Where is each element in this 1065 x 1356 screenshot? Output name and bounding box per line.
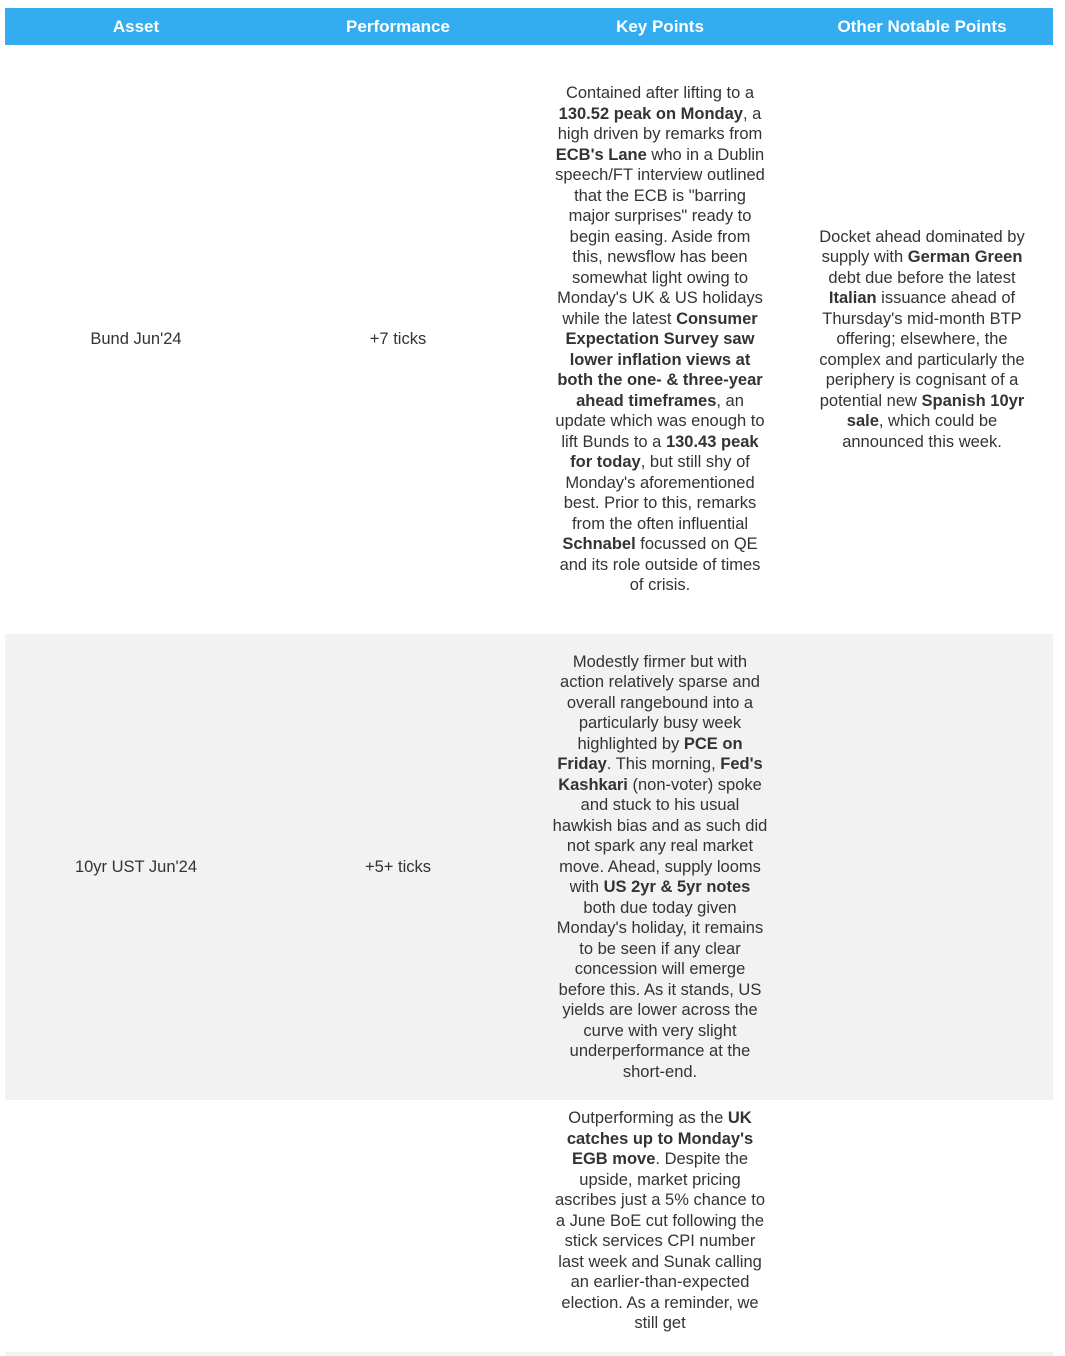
performance-cell: +5+ ticks (364, 857, 432, 876)
bold-phrase: 130.43 peak for today (570, 432, 759, 472)
key-points-cell (529, 634, 791, 1100)
other-points-cell (791, 45, 1053, 634)
table-row (5, 45, 1053, 634)
bold-phrase: US 2yr & 5yr notes (603, 878, 751, 897)
other-points-cell (791, 634, 1053, 1100)
text-run: Modestly firmer but with action relatively sparse and overall rangebound into a particularly busy week highlighted by (560, 652, 760, 753)
bold-phrase: UK catches up to Monday's EGB move (566, 1109, 754, 1168)
text-run: debt due before the latest (828, 268, 1016, 287)
asset-cell: Bund Jun'24 (90, 330, 182, 349)
table-row (5, 1100, 1053, 1353)
key-points-text (553, 652, 768, 1083)
text-run: Docket ahead dominated by supply with (819, 227, 1025, 267)
bold-phrase: PCE on Friday (557, 734, 743, 774)
other-points-cell (791, 1100, 1053, 1108)
asset-cell (5, 1100, 267, 1108)
header-other-points: Other Notable Points (837, 16, 1007, 36)
text-run: , which could be announced this week. (842, 412, 1002, 451)
text-run: focussed on QE and its role outside of times of crisis. (559, 535, 761, 595)
text-run: Contained after lifting to a (565, 84, 755, 103)
asset-cell: 10yr UST Jun'24 (74, 857, 198, 876)
bold-phrase: Fed's Kashkari (558, 755, 763, 794)
bold-phrase: Schnabel (562, 535, 636, 554)
header-performance: Performance (346, 16, 450, 36)
bold-phrase: 130.52 peak on Monday (558, 104, 743, 123)
performance-cell: +7 ticks (369, 330, 427, 349)
bold-phrase: Italian (828, 289, 877, 308)
header-asset: Asset (112, 16, 160, 36)
bold-phrase: ECB's Lane (555, 145, 647, 164)
bold-phrase: Spanish 10yr sale (846, 391, 1025, 431)
header-key-points: Key Points (616, 16, 704, 36)
table-header (5, 8, 1053, 45)
bold-phrase: German Green (907, 248, 1023, 267)
text-run: issuance ahead of Thursday's mid-month BTP offering; elsewhere, the complex and particularly the periphery is cognisant of a potential new (819, 289, 1025, 410)
key-points-cell (529, 1100, 791, 1334)
key-points-cell (529, 45, 791, 634)
next-row-edge (5, 1352, 1053, 1356)
text-run: , a high driven by remarks from (557, 104, 763, 144)
text-run: . This morning, (606, 755, 721, 774)
text-run: , an update which was enough to lift Bunds to a (555, 391, 765, 451)
text-run: (non-voter) spoke and stuck to his usual hawkish bias and as such did not spark any real market move. Ahead, supply looms with (552, 775, 768, 897)
text-run: Outperforming as the (568, 1109, 728, 1127)
bold-phrase: Consumer Expectation Survey saw lower inflation views at both the one- & three-year ahead timeframes (557, 309, 763, 410)
table-row (5, 634, 1053, 1100)
key-points-text (553, 83, 768, 596)
text-run: both due today given Monday's holiday, it remains to be seen if any clear concession will emerge before this. As it stands, US yields are lower across the curve with very slight underperformance at the short-end. (556, 898, 764, 1081)
key-points-text (553, 1108, 768, 1334)
text-run: , but still shy of Monday's aforementioned best. Prior to this, remarks from the often influential (563, 453, 757, 533)
text-run: . Despite the upside, market pricing ascribes just a 5% chance to a June BoE cut following the stick services CPI number last week and Sunak calling an earlier-than-expected election. As a reminder, we still get (554, 1150, 766, 1332)
performance-cell (267, 1100, 529, 1108)
text-run: who in a Dublin speech/FT interview outlined that the ECB is "barring major surprises" ready to begin easing. Aside from this, newsflow has been somewhat light owing to Monday's UK & US holidays while the latest (555, 145, 765, 328)
other-points-text (815, 227, 1030, 453)
market-table (5, 8, 1053, 1353)
